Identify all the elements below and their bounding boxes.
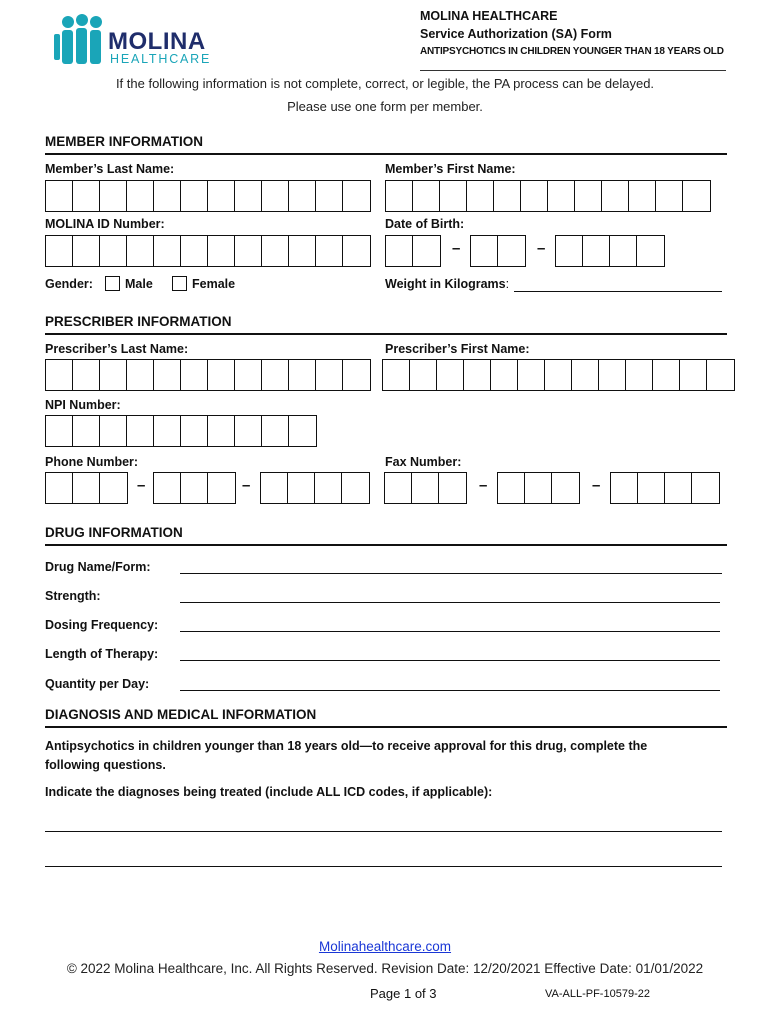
drug-section-title: DRUG INFORMATION — [45, 525, 183, 540]
prescriber-section-rule — [45, 333, 727, 335]
dob-day-field[interactable] — [470, 235, 526, 267]
form-header — [420, 8, 724, 61]
length-of-therapy-field[interactable] — [180, 660, 720, 661]
fax-area-field[interactable] — [384, 472, 467, 504]
prescriber-last-name-field[interactable] — [45, 359, 371, 391]
member-section-rule — [45, 153, 727, 155]
fax-prefix-field[interactable] — [497, 472, 580, 504]
diagnosis-answer-line-2[interactable] — [45, 866, 722, 867]
weight-label — [385, 277, 509, 291]
member-section-title: MEMBER INFORMATION — [45, 134, 203, 149]
fax-line-field[interactable] — [610, 472, 720, 504]
fax-dash-2: – — [592, 477, 601, 494]
logo-wordmark: MOLINA — [108, 28, 206, 55]
logo-subtext: HEALTHCARE — [110, 52, 212, 66]
male-label: Male — [125, 277, 153, 291]
dob-year-field[interactable] — [555, 235, 665, 267]
npi-field[interactable] — [45, 415, 317, 447]
diagnosis-answer-line-1[interactable] — [45, 831, 722, 832]
drug-section-rule — [45, 544, 727, 546]
form-code: VA-ALL-PF-10579-22 — [545, 988, 650, 1000]
notice-line-1: If the following information is not complete, correct, or legible, the PA process can be delayed. — [115, 76, 655, 91]
diagnosis-section-title: DIAGNOSIS AND MEDICAL INFORMATION — [45, 707, 317, 722]
phone-label: Phone Number: — [45, 455, 139, 469]
dosing-frequency-label: Dosing Frequency: — [45, 618, 159, 632]
dob-label: Date of Birth: — [385, 217, 465, 231]
female-checkbox[interactable] — [172, 276, 187, 291]
weight-field[interactable] — [514, 291, 722, 292]
prescriber-first-name-label: Prescriber’s First Name: — [385, 342, 530, 356]
quantity-per-day-field[interactable] — [180, 690, 720, 691]
dob-month-field[interactable] — [385, 235, 441, 267]
notice-line-2: Please use one form per member. — [287, 99, 483, 114]
form-title: Service Authorization (SA) Form — [420, 27, 612, 41]
phone-area-field[interactable] — [45, 472, 128, 504]
company-name: MOLINA HEALTHCARE — [420, 9, 558, 23]
drug-name-label: Drug Name/Form: — [45, 560, 151, 574]
female-label: Female — [192, 277, 236, 291]
diagnosis-intro: Antipsychotics in children younger than 18 years old—to receive approval for this drug, complete the following questions. — [45, 739, 648, 772]
member-last-name-label: Member’s Last Name: — [45, 162, 175, 176]
diagnosis-question: Indicate the diagnoses being treated (include ALL ICD codes, if applicable): — [45, 785, 493, 799]
prescriber-first-name-field[interactable] — [382, 359, 735, 391]
strength-label: Strength: — [45, 589, 101, 603]
phone-prefix-field[interactable] — [153, 472, 236, 504]
prescriber-last-name-label: Prescriber’s Last Name: — [45, 342, 189, 356]
page-number: Page 1 of 3 — [370, 986, 437, 1001]
phone-line-field[interactable] — [260, 472, 370, 504]
molina-logo — [52, 14, 217, 68]
prescriber-section-title: PRESCRIBER INFORMATION — [45, 314, 232, 329]
male-checkbox[interactable] — [105, 276, 120, 291]
molina-website-link[interactable]: Molinahealthcare.com — [318, 939, 452, 954]
form-subtitle: ANTIPSYCHOTICS IN CHILDREN YOUNGER THAN 18 YEARS OLD — [420, 46, 724, 57]
phone-dash-1: – — [137, 477, 146, 494]
molina-id-label: MOLINA ID Number: — [45, 217, 165, 231]
fax-dash-1: – — [479, 477, 488, 494]
phone-dash-2: – — [242, 477, 251, 494]
fax-label: Fax Number: — [385, 455, 462, 469]
quantity-per-day-label: Quantity per Day: — [45, 677, 150, 691]
molina-id-field[interactable] — [45, 235, 371, 267]
gender-label: Gender: — [45, 277, 93, 291]
header-divider — [420, 70, 726, 71]
member-first-name-label: Member’s First Name: — [385, 162, 516, 176]
member-first-name-field[interactable] — [385, 180, 711, 212]
drug-name-field[interactable] — [180, 573, 722, 574]
dob-dash-2: – — [537, 240, 546, 257]
member-last-name-field[interactable] — [45, 180, 371, 212]
diagnosis-section-rule — [45, 726, 727, 728]
dosing-frequency-field[interactable] — [180, 631, 720, 632]
strength-field[interactable] — [180, 602, 720, 603]
weight-label-colon: : — [505, 277, 510, 291]
npi-label: NPI Number: — [45, 398, 121, 412]
length-of-therapy-label: Length of Therapy: — [45, 647, 159, 661]
copyright-text: © 2022 Molina Healthcare, Inc. All Rights Reserved. Revision Date: 12/20/2021 Effective Date: 01/01/2022 — [66, 961, 704, 976]
weight-label-text: Weight in Kilograms — [385, 277, 506, 291]
dob-dash-1: – — [452, 240, 461, 257]
